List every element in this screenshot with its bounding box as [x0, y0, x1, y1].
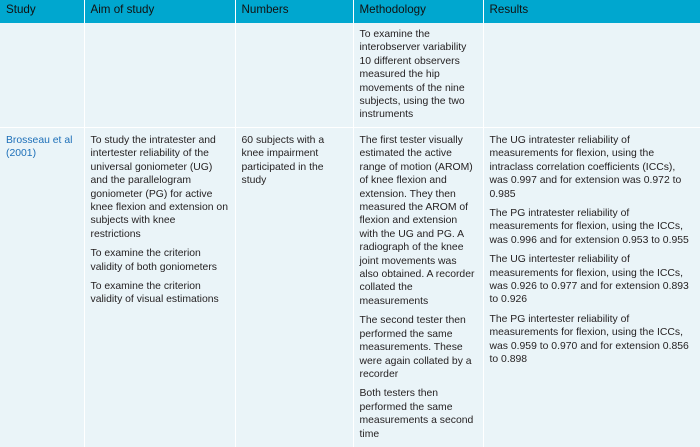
aim-cell	[84, 128, 235, 447]
result-paragraph: The PG intratester reliability of measurements for flexion, using the ICCs, was 0.996 and for extension 0.953 to 0.955	[489, 208, 689, 246]
numbers-cell: 60 subjects with a knee impairment participated in the study	[235, 128, 353, 447]
header-row	[0, 0, 700, 23]
result-paragraph: The UG intertester reliability of measurements for flexion, using the ICCs, was 0.926 to 0.977 and for extension 0.893 to 0.926	[489, 254, 689, 306]
cont-numbers-cell	[235, 23, 353, 128]
methodology-paragraph: The second tester then performed the same measurements. These were again collated by a recorder	[359, 315, 472, 380]
continuation-row	[0, 23, 700, 128]
header-study: Study	[0, 0, 84, 23]
methodology-cell	[353, 128, 483, 447]
table-row	[0, 128, 700, 447]
header-numbers: Numbers	[235, 0, 353, 23]
aim-paragraph: To examine the criterion validity of visual estimations	[90, 281, 219, 306]
aim-paragraph: To study the intratester and intertester reliability of the universal goniometer (UG) and the parallelogram goniometer (PG) for active knee flexion and extension on subjects with knee restrictions	[90, 135, 228, 240]
aim-paragraph: To examine the criterion validity of both goniometers	[90, 248, 217, 273]
result-paragraph: The UG intratester reliability of measurements for flexion, using the intraclass correlation coefficients (ICCs), was 0.997 and for extension was 0.972 to 0.985	[489, 135, 682, 200]
header-aim-of-study: Aim of study	[84, 0, 235, 23]
header-methodology: Methodology	[353, 0, 483, 23]
results-cell	[483, 128, 700, 447]
cont-results-cell	[483, 23, 700, 128]
cont-methodology-cell: To examine the interobserver variability 10 different observers measured the hip movements of the nine subjects, using the two instruments	[353, 23, 483, 128]
cont-study-cell	[0, 23, 84, 128]
methodology-paragraph: Both testers then performed the same measurements a second time	[359, 388, 474, 440]
cont-aim-cell	[84, 23, 235, 128]
methodology-paragraph: The first tester visually estimated the active range of motion (AROM) of knee flexion and extension. They then measured the AROM of flexion and extension with the UG and PG. A radiograph of the knee joint movements was also obtained. A recorder collated the measurements	[359, 135, 475, 307]
result-paragraph: The PG intertester reliability of measurements for flexion, using the ICCs, was 0.959 to 0.970 and for extension 0.856 to 0.898	[489, 313, 689, 366]
study-reference-link[interactable]: Brosseau et al (2001)	[6, 135, 73, 160]
study-cell	[0, 128, 84, 447]
header-results: Results	[483, 0, 700, 23]
